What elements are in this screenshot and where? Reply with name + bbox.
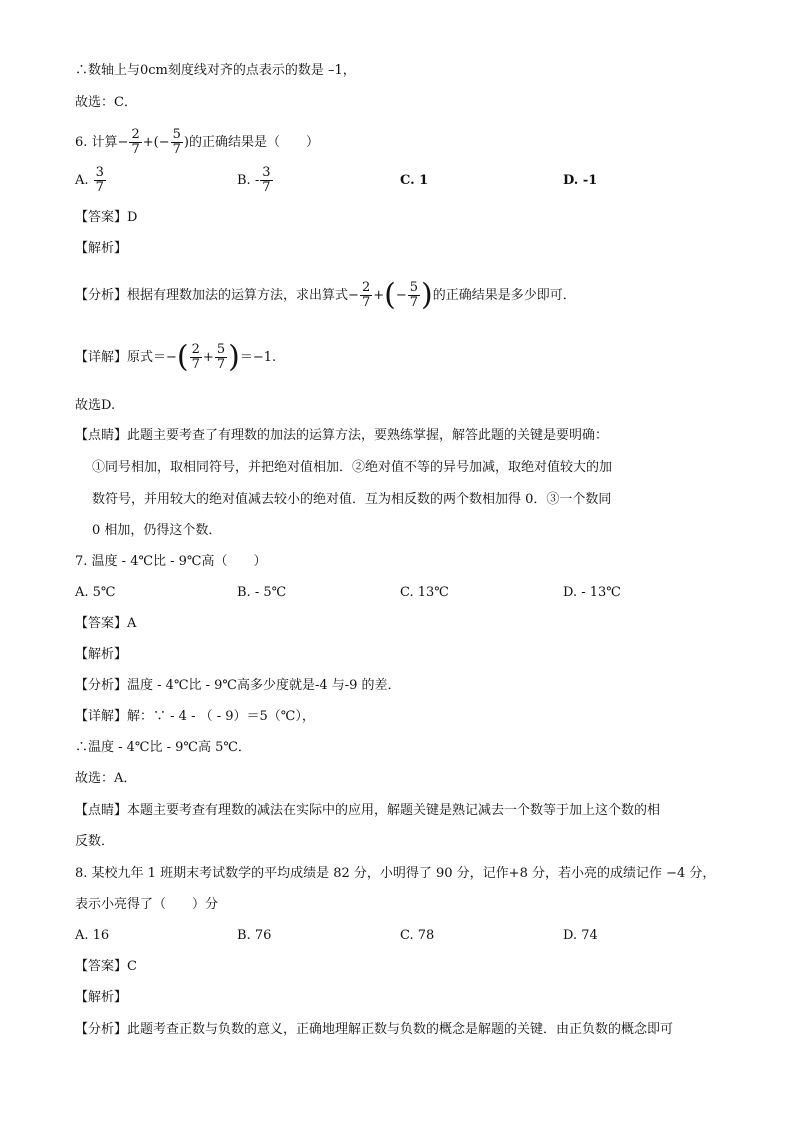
- q6-prefix: 6. 计算: [75, 135, 118, 150]
- q7-analysis-tag: 【解析】: [75, 647, 128, 662]
- q6-answer: 【答案】D: [75, 210, 138, 225]
- q6-stem: [75, 128, 319, 158]
- q7-choice: 故选：A．: [75, 771, 137, 786]
- q8-stem-1: 8. 某校九年 1 班期末考试数学的平均成绩是 82 分，小明得了 90 分，记作+8 分，若小亮的成绩记作 −4 分，: [75, 866, 716, 881]
- q7-therefore: ∴温度 - 4℃比 - 9℃高 5℃．: [75, 740, 251, 755]
- prev-conclusion: ∴数轴上与0cm刻度线对齐的点表示的数是 –1，: [75, 63, 356, 78]
- q8-option-b: B. 76: [237, 928, 272, 943]
- q6-fenxi: 【分析】根据有理数加法的运算方法，求出算式− $\frac{2}{7}$ +(− $\frac{5}{7}$ )的正确结果是多少即可．: [75, 277, 576, 313]
- q6-option-b: B. - $\frac{3}{7}$: [237, 165, 271, 195]
- q6-open-paren: (−: [153, 135, 170, 150]
- q7-option-b: B. - 5℃: [237, 585, 287, 600]
- q6-close-paren: ): [183, 135, 189, 150]
- q8-fenxi: 【分析】此题考查正数与负数的意义，正确地理解正数与负数的概念是解题的关键．由正负数的概念即可: [75, 1022, 674, 1037]
- q8-option-d: D. 74: [563, 928, 598, 943]
- q6-option-c: C. 1: [400, 173, 429, 188]
- q6-rule-1: ①同号相加，取相同符号，并把绝对值相加．②绝对值不等的异号加减，取绝对值较大的加: [92, 460, 613, 475]
- q6-options: [75, 166, 725, 206]
- q8-stem-2: 表示小亮得了（ ）分: [75, 897, 219, 912]
- q8-analysis-tag: 【解析】: [75, 990, 128, 1005]
- q8-option-a: A. 16: [75, 928, 110, 943]
- q6-option-a: A. $\frac{3}{7}$: [75, 165, 104, 195]
- q7-option-a: A. 5℃: [75, 585, 116, 600]
- q6-dianjing: 【点睛】此题主要考查了有理数的加法的运算方法，要熟练掌握，解答此题的关键是要明确：: [75, 428, 609, 443]
- q7-option-c: C. 13℃: [400, 585, 449, 600]
- q6-fraction-1: $\frac{2}{7}$: [131, 127, 140, 157]
- q7-fenxi: 【分析】温度 - 4℃比 - 9℃高多少度就是-4 与-9 的差．: [75, 678, 401, 693]
- q6-analysis-tag: 【解析】: [75, 241, 128, 256]
- q6-plus: +: [142, 135, 154, 150]
- q7-xiangjie: 【详解】解：∵ - 4 - （ - 9）＝5（℃），: [75, 709, 315, 724]
- q7-stem: 7. 温度 - 4℃比 - 9℃高（ ）: [75, 554, 267, 569]
- prev-choice: 故选：C．: [75, 95, 137, 110]
- q7-dianjing-2: 反数．: [75, 834, 115, 849]
- q8-option-c: C. 78: [400, 928, 435, 943]
- q7-answer: 【答案】A: [75, 616, 137, 631]
- q6-choice: 故选D.: [75, 398, 116, 413]
- q6-rule-2: 数符号，并用较大的绝对值减去较小的绝对值．互为相反数的两个数相加得 0．③一个数同: [92, 492, 612, 507]
- q6-suffix: 的正确结果是（ ）: [188, 135, 319, 150]
- q7-options: [75, 583, 725, 623]
- q7-option-d: D. - 13℃: [563, 585, 621, 600]
- q7-dianjing-1: 【点睛】本题主要考查有理数的减法在实际中的应用，解题关键是熟记减去一个数等于加上这个数的相: [75, 803, 661, 818]
- q6-option-d: D. -1: [563, 173, 598, 188]
- q6-minus: −: [117, 135, 129, 150]
- q6-rule-3: 0 相加，仍得这个数．: [92, 523, 222, 538]
- q8-answer: 【答案】C: [75, 959, 137, 974]
- q6-fraction-2: $\frac{5}{7}$: [172, 127, 181, 157]
- q8-options: [75, 926, 725, 966]
- q6-xiangjie: 【详解】原式＝−( $\frac{2}{7}$ + $\frac{5}{7}$ )＝−1.: [75, 339, 277, 375]
